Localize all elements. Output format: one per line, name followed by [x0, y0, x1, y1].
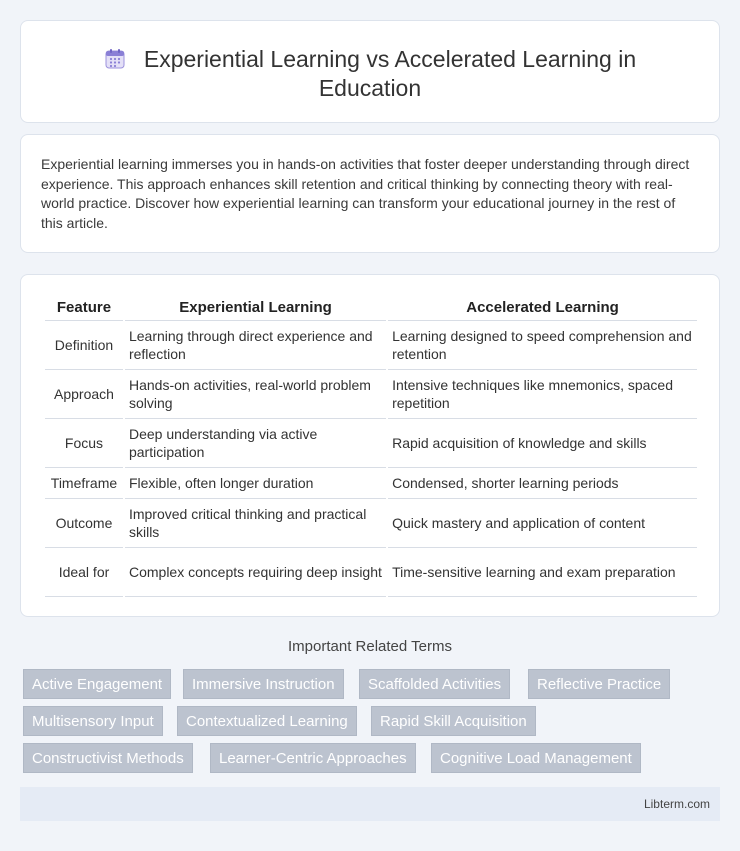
row-feature: Outcome — [45, 499, 123, 548]
header-experiential: Experiential Learning — [125, 295, 386, 321]
row-accelerated: Rapid acquisition of knowledge and skills — [388, 419, 697, 468]
term-chip[interactable]: Scaffolded Activities — [359, 669, 510, 699]
row-accelerated: Learning designed to speed comprehension and retention — [388, 321, 697, 370]
table-row — [45, 468, 697, 499]
table-row — [45, 548, 697, 597]
row-experiential: Hands-on activities, real-world problem solving — [125, 370, 386, 419]
table-header-row — [45, 295, 697, 321]
row-experiential: Improved critical thinking and practical skills — [125, 499, 386, 548]
row-feature: Timeframe — [45, 468, 123, 499]
table-row — [45, 370, 697, 419]
term-chip[interactable]: Contextualized Learning — [177, 706, 357, 736]
footer — [20, 787, 720, 821]
term-chip[interactable]: Learner-Centric Approaches — [210, 743, 416, 773]
page-title-text: Experiential Learning vs Accelerated Learning in Education — [143, 46, 637, 101]
row-experiential: Learning through direct experience and reflection — [125, 321, 386, 370]
term-chip[interactable]: Cognitive Load Management — [431, 743, 641, 773]
row-accelerated: Time-sensitive learning and exam preparation — [388, 548, 697, 597]
term-chip[interactable]: Constructivist Methods — [23, 743, 193, 773]
term-chip[interactable]: Reflective Practice — [528, 669, 670, 699]
row-accelerated: Quick mastery and application of content — [388, 499, 697, 548]
title-card — [20, 20, 720, 123]
related-terms-heading: Important Related Terms — [288, 638, 452, 655]
row-experiential: Deep understanding via active participation — [125, 419, 386, 468]
term-chip[interactable]: Immersive Instruction — [183, 669, 344, 699]
term-chip[interactable]: Multisensory Input — [23, 706, 163, 736]
header-feature: Feature — [45, 295, 123, 321]
intro-card — [20, 134, 720, 253]
term-chip[interactable]: Rapid Skill Acquisition — [371, 706, 536, 736]
row-accelerated: Condensed, shorter learning periods — [388, 468, 697, 499]
row-experiential: Flexible, often longer duration — [125, 468, 386, 499]
table-row — [45, 321, 697, 370]
comparison-table — [43, 295, 699, 597]
row-experiential: Complex concepts requiring deep insight — [125, 548, 386, 597]
page-title — [81, 45, 659, 103]
row-feature: Focus — [45, 419, 123, 468]
intro-paragraph: Experiential learning immerses you in hands-on activities that foster deeper understanding through direct experience. This approach enhances skill retention and critical thinking by connecting theory with real-world practice. Discover how experiential learning can transform your educational journey in the rest of this article. — [41, 156, 690, 231]
row-feature: Approach — [45, 370, 123, 419]
row-feature: Ideal for — [45, 548, 123, 597]
term-chip[interactable]: Active Engagement — [23, 669, 171, 699]
row-accelerated: Intensive techniques like mnemonics, spaced repetition — [388, 370, 697, 419]
table-row — [45, 499, 697, 548]
footer-brand[interactable]: Libterm.com — [643, 797, 710, 811]
calendar-icon — [104, 48, 126, 70]
header-accelerated: Accelerated Learning — [388, 295, 697, 321]
row-feature: Definition — [45, 321, 123, 370]
comparison-card — [20, 274, 720, 617]
table-row — [45, 419, 697, 468]
